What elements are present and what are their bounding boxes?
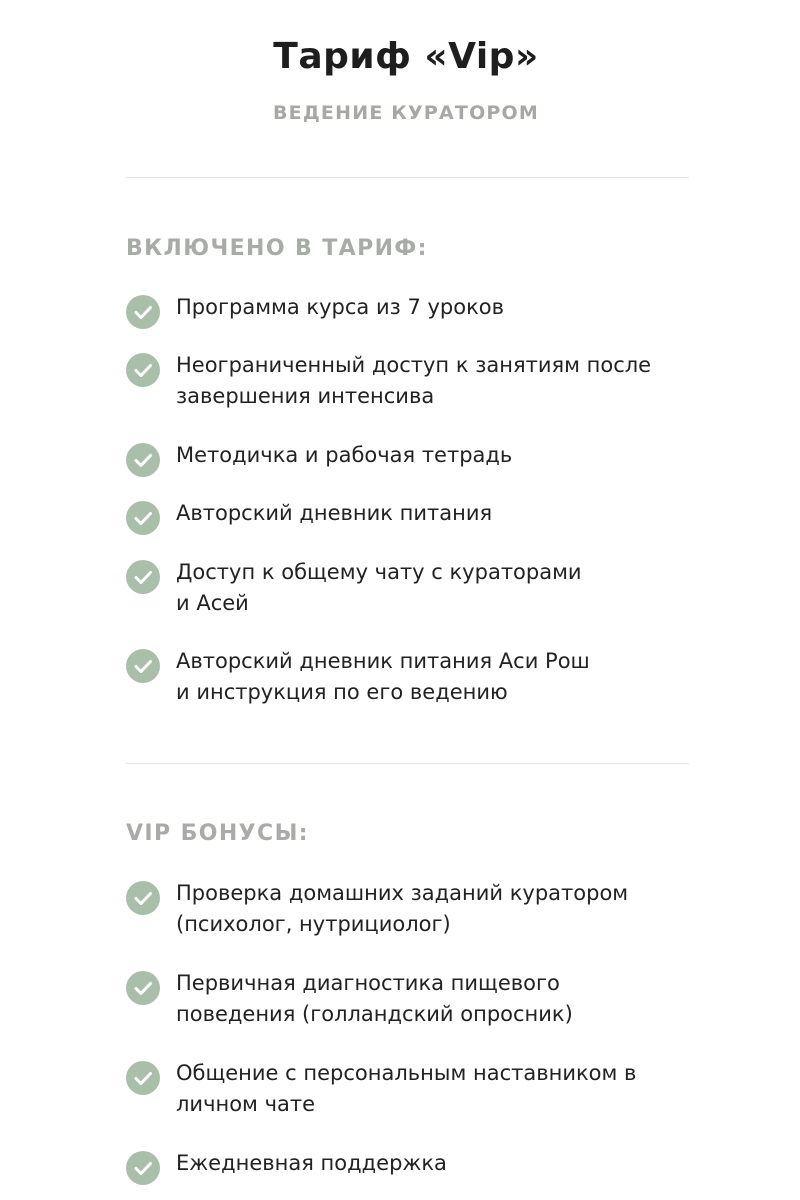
check-circle-icon xyxy=(126,353,160,387)
check-circle-icon xyxy=(126,881,160,915)
check-circle-icon xyxy=(126,1061,160,1095)
list-item-label: Проверка домашних заданий куратором (психолог, нутрициолог) xyxy=(176,881,629,936)
list-item-label: Первичная диагностика пищевого поведения (голландский опросник) xyxy=(176,971,573,1026)
check-circle-icon xyxy=(126,649,160,683)
check-circle-icon xyxy=(126,1151,160,1185)
list-item-label: Авторский дневник питания Аси Рош и инструкция по его ведению xyxy=(176,649,590,704)
divider-middle xyxy=(126,763,689,764)
divider-top xyxy=(126,177,689,178)
page-subtitle: ВЕДЕНИЕ КУРАТОРОМ xyxy=(272,102,540,124)
list-item-label: Ежедневная поддержка xyxy=(176,1151,447,1175)
check-circle-icon xyxy=(126,443,160,477)
check-circle-icon xyxy=(126,295,160,329)
section-heading-vip-bonuses: VIP БОНУСЫ: xyxy=(126,821,309,846)
list-item-label: Методичка и рабочая тетрадь xyxy=(176,443,513,467)
check-circle-icon xyxy=(126,560,160,594)
check-circle-icon xyxy=(126,971,160,1005)
list-item-label: Общение с персональным наставником в личном чате xyxy=(176,1061,637,1116)
list-item-label: Неограниченный доступ к занятиям после завершения интенсива xyxy=(176,353,652,408)
list-item-label: Программа курса из 7 уроков xyxy=(176,295,505,319)
list-item-label: Авторский дневник питания xyxy=(176,501,493,525)
page-title: Тариф «Vip» xyxy=(273,36,539,77)
list-item-label: Доступ к общему чату с кураторами и Асей xyxy=(176,560,582,615)
section-heading-included: ВКЛЮЧЕНО В ТАРИФ: xyxy=(126,236,428,261)
check-circle-icon xyxy=(126,501,160,535)
